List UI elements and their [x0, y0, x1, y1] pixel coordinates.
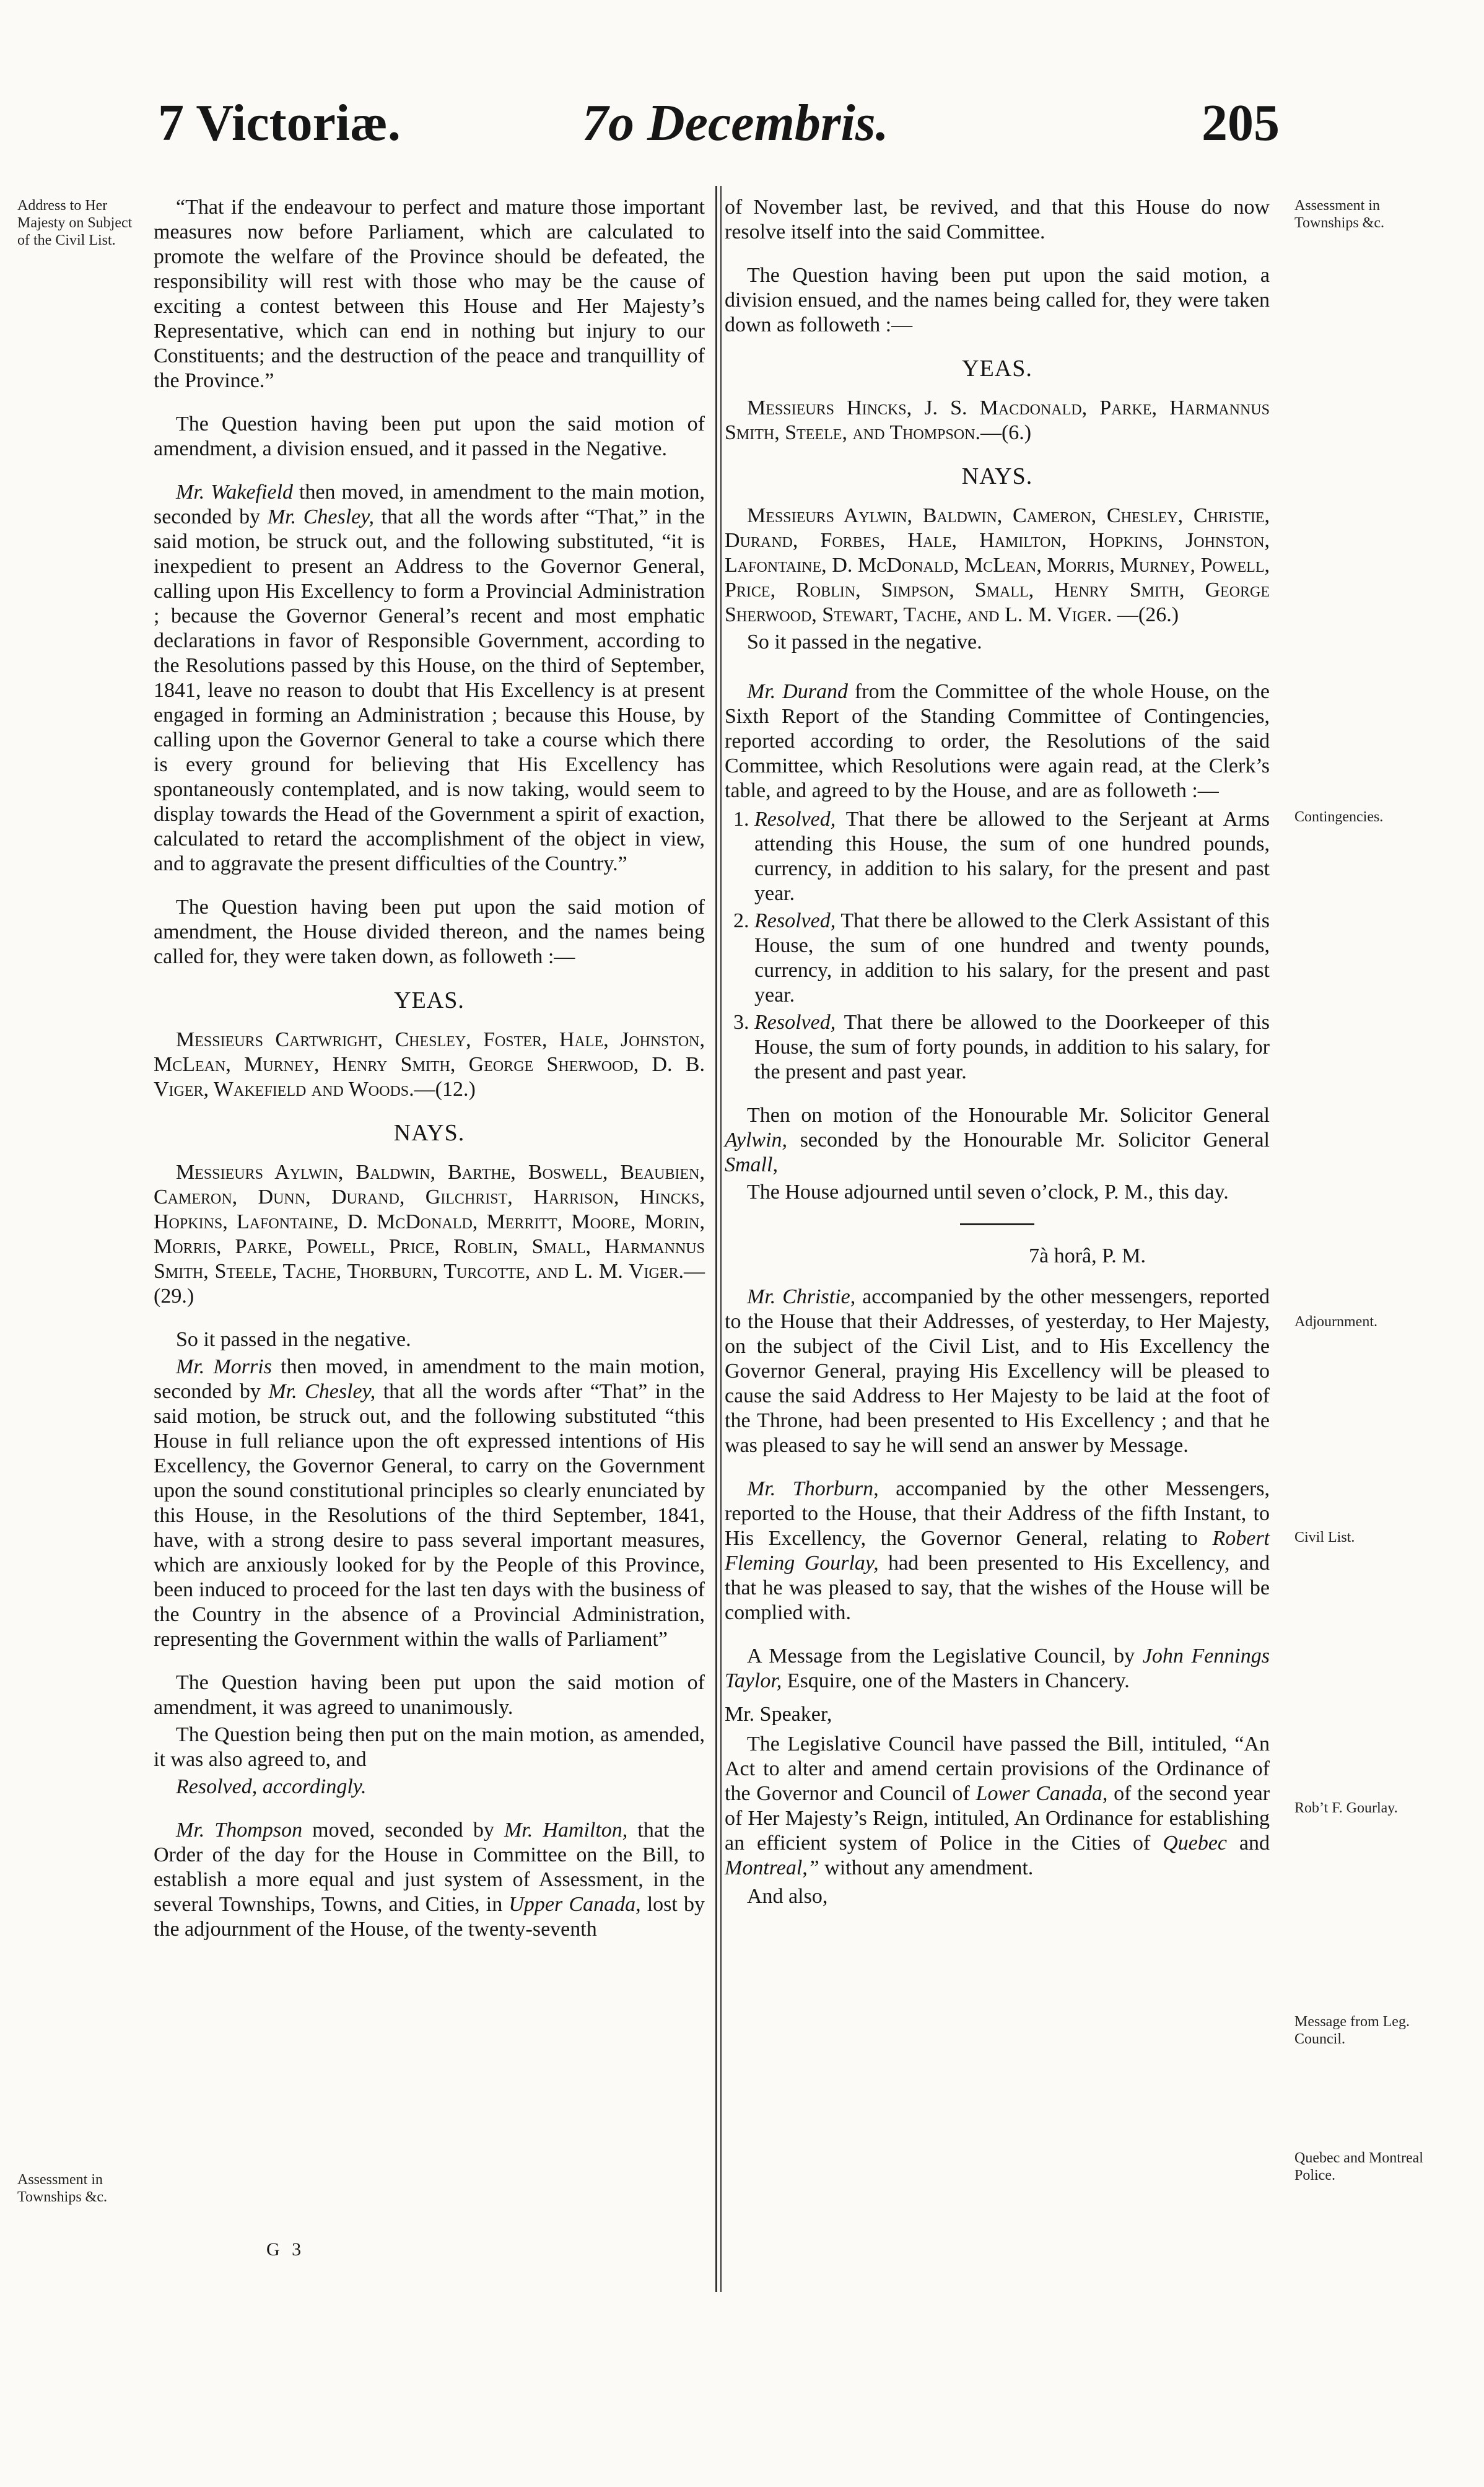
address-salutation: Mr. Speaker,: [725, 1703, 832, 1726]
resolution-item: 2. Resolved, That there be allowed to the Clerk Assistant of this House, the sum of one hundred and twenty pounds, currency, in addition to his salary, for the present and past year.: [754, 909, 1270, 1008]
header-date: 7o Decembris.: [582, 94, 889, 152]
member-name: Mr. Durand: [747, 680, 849, 703]
margin-note-police: Quebec and Montreal Police.: [1294, 2150, 1423, 2183]
member-name: Mr. Christie,: [747, 1285, 856, 1308]
yeas-list: Messieurs Cartwright, Chesley, Foster, Hale, Johnston, McLean, Murney, Henry Smith, George Sherwood, D. B. Viger, Wakefield and Woods.—(12.): [154, 1028, 705, 1101]
paragraph: The Legislative Council have passed the Bill, intituled, “An Act to alter and amend certain provisions of the Ordinance of the Governor and Council of Lower Canada, of the second year of Her Majesty’s Reign, intituled, An Ordinance for establishing an efficient system of Police in the Cities of Quebec and Montreal,” without any amendment.: [725, 1733, 1270, 1879]
nays-heading: NAYS.: [961, 463, 1033, 489]
paragraph: So it passed in the negative.: [747, 631, 982, 653]
member-name: Mr. Wakefield: [176, 481, 294, 504]
margin-note-adjournment: Adjournment.: [1294, 1314, 1377, 1330]
paragraph: The Question having been put upon the said motion of amendment, it was agreed to unanimously.: [154, 1671, 705, 1719]
place-name: Lower Canada,: [976, 1782, 1108, 1805]
member-name: Mr. Chesley,: [267, 505, 374, 528]
right-column: [725, 195, 1270, 1928]
place-name: Quebec: [1163, 1832, 1228, 1855]
paragraph: “That if the endeavour to perfect and mature those important measures now before Parliament, which are calculated to promote the welfare of the Province should be defeated, the responsibility will rest with those who may be the cause of exciting a contest between this House and Her Majesty’s Representative, which can end in nothing but injury to our Constituents; and the destruction of the peace and tranquillity of the Province.”: [154, 196, 705, 392]
paragraph: And also,: [747, 1885, 828, 1908]
place-name: Montreal,”: [725, 1856, 819, 1879]
nays-list: Messieurs Aylwin, Baldwin, Cameron, Chesley, Christie, Durand, Forbes, Hale, Hamilton, Hopkins, Johnston, Lafontaine, D. McDonald, McLean, Morris, Murney, Powell, Price, Roblin, Simpson, Small, Henry Smith, George Sherwood, Stewart, Tache, and L. M. Viger. —(26.): [725, 504, 1270, 626]
paragraph: Mr. Morris then moved, in amendment to the main motion, seconded by Mr. Chesley, that all the words after “That” in the said motion, be struck out, and the following substituted “this House in full reliance upon the oft expressed intentions of His Excellency, the Governor General, to carry on the Government upon the sound constitutional principles so clearly enunciated by this House, in the Resolutions of the third September, 1841, have, with a strong desire to pass several important measures, which are anxiously looked for by the People of this Province, been induced to proceed for the last ten days with the business of the Country in the absence of a Provincial Administration, representing the Government within the walls of Parliament”: [154, 1355, 705, 1651]
paragraph: Then on motion of the Honourable Mr. Solicitor General Aylwin, seconded by the Honourable Mr. Solicitor General Small,: [725, 1104, 1270, 1176]
nays-heading: NAYS.: [393, 1120, 465, 1146]
margin-note-assessment-left: Assessment in Townships &c.: [17, 2172, 107, 2205]
member-name: Mr. Thorburn,: [747, 1477, 879, 1500]
resolution-item: 1. Resolved, That there be allowed to the Serjeant at Arms attending this House, the sum of one hundred pounds, currency, in addition to his salary, for the present and past year.: [754, 807, 1270, 906]
column-rule: [715, 186, 717, 2292]
resolutions-list: [725, 807, 1270, 1085]
member-name: Small,: [725, 1153, 778, 1176]
resolution-item: 3. Resolved, That there be allowed to the Doorkeeper of this House, the sum of forty pounds, in addition to his salary, for the present and past year.: [754, 1010, 1270, 1085]
paragraph: Mr. Christie, accompanied by the other messengers, reported to the House that their Addresses, of yesterday, to Her Majesty, on the subject of the Civil List, and to His Excellency the Governor General, praying His Excellency will be pleased to cause the said Address to Her Majesty to be laid at the foot of the Throne, had been presented to His Excellency ; and that he was pleased to say he will send an answer by Message.: [725, 1285, 1270, 1457]
sitting-time: 7à horâ, P. M.: [1029, 1244, 1146, 1267]
margin-note-assessment-right: Assessment in Townships &c.: [1294, 198, 1384, 231]
paragraph: Mr. Wakefield then moved, in amendment to the main motion, seconded by Mr. Chesley, that all the words after “That,” in the said motion, be struck out, and the following substituted, “it is inexpedient to present an Address to the Governor General, calling upon His Excellency to form a Provincial Administration ; because the Governor General’s recent and most emphatic declarations in favor of Responsible Government, according to the Resolutions passed by this House, on the third of September, 1841, leave no reason to doubt that His Excellency is at present engaged in forming an Administration ; because this House, by calling upon the Governor General to take a course which there is every ground for believing that His Excellency has spontaneously contemplated, and is now taking, would seem to display towards the Head of the Government a spirit of exaction, calculated to retard the accomplishment of the object in view, and to aggravate the present difficulties of the Country.”: [154, 481, 705, 875]
paragraph: The Question being then put on the main motion, as amended, it was also agreed to, and: [154, 1723, 705, 1771]
paragraph: The House adjourned until seven o’clock, P. M., this day.: [747, 1181, 1229, 1204]
member-name: Mr. Hamilton,: [504, 1819, 628, 1842]
member-name: Mr. Thompson: [176, 1819, 303, 1842]
margin-note-contingencies: Contingencies.: [1294, 809, 1384, 825]
margin-note-leg-council: Message from Leg. Council.: [1294, 2014, 1410, 2047]
paragraph: A Message from the Legislative Council, by John Fennings Taylor, Esquire, one of the Masters in Chancery.: [725, 1645, 1270, 1692]
signature-mark: G 3: [266, 2239, 305, 2260]
yeas-heading: YEAS.: [394, 987, 465, 1013]
paragraph: Mr. Durand from the Committee of the whole House, on the Sixth Report of the Standing Committee of Contingencies, reported according to order, the Resolutions of the said Committee, which Resolutions were again read, at the Clerk’s table, and agreed to by the House, and are as followeth :—: [725, 680, 1270, 802]
margin-note-gourlay: Rob’t F. Gourlay.: [1294, 1800, 1398, 1816]
running-head: [0, 93, 1484, 161]
paragraph: So it passed in the negative.: [176, 1328, 411, 1351]
member-name: Mr. Morris: [176, 1355, 272, 1378]
paragraph: of November last, be revived, and that this House do now resolve itself into the said Committee.: [725, 196, 1270, 243]
paragraph: The Question having been put upon the said motion of amendment, the House divided thereon, and the names being called for, they were taken down, as followeth :—: [154, 896, 705, 968]
paragraph: Mr. Thompson moved, seconded by Mr. Hamilton, that the Order of the day for the House in Committee on the Bill, to establish a more equal and just system of Assessment, in the several Townships, Towns, and Cities, in Upper Canada, lost by the adjournment of the House, of the twenty-seventh: [154, 1819, 705, 1941]
member-name: Mr. Chesley,: [268, 1380, 376, 1403]
page-number: 205: [1202, 94, 1280, 152]
person-name: Robert Fleming Gourlay,: [725, 1527, 1270, 1575]
yeas-heading: YEAS.: [962, 356, 1032, 382]
margin-note-civil-list: Civil List.: [1294, 1529, 1355, 1545]
header-session: 7 Victoriæ.: [158, 94, 401, 152]
nays-list: Messieurs Aylwin, Baldwin, Barthe, Boswell, Beaubien, Cameron, Dunn, Durand, Gilchrist, Harrison, Hincks, Hopkins, Lafontaine, D. McDonald, Merritt, Moore, Morin, Morris, Parke, Powell, Price, Roblin, Small, Harmannus Smith, Steele, Tache, Thorburn, Turcotte, and L. M. Viger.—(29.): [154, 1161, 705, 1308]
margin-note-address-civil-list: Address to Her Majesty on Subject of the Civil List.: [17, 198, 133, 248]
section-divider: [960, 1223, 1034, 1225]
paragraph: The Question having been put upon the said motion of amendment, a division ensued, and it passed in the Negative.: [154, 413, 705, 460]
person-name: John Fennings Taylor,: [725, 1645, 1270, 1692]
column-rule-inner: [720, 186, 722, 2292]
left-column: [154, 195, 705, 1960]
paragraph: The Question having been put upon the said motion, a division ensued, and the names being called for, they were taken down as followeth :—: [725, 264, 1270, 336]
yeas-list: Messieurs Hincks, J. S. Macdonald, Parke, Harmannus Smith, Steele, and Thompson.—(6.): [725, 396, 1270, 444]
place-name: Upper Canada,: [508, 1893, 641, 1916]
member-name: Aylwin,: [725, 1129, 788, 1152]
paragraph: Resolved, accordingly.: [176, 1775, 367, 1798]
paragraph: Mr. Thorburn, accompanied by the other Messengers, reported to the House, that their Address of the fifth Instant, to His Excellency, the Governor General, relating to Robert Fleming Gourlay, had been presented to His Excellency, and that he was pleased to say, that the wishes of the House will be complied with.: [725, 1477, 1270, 1624]
